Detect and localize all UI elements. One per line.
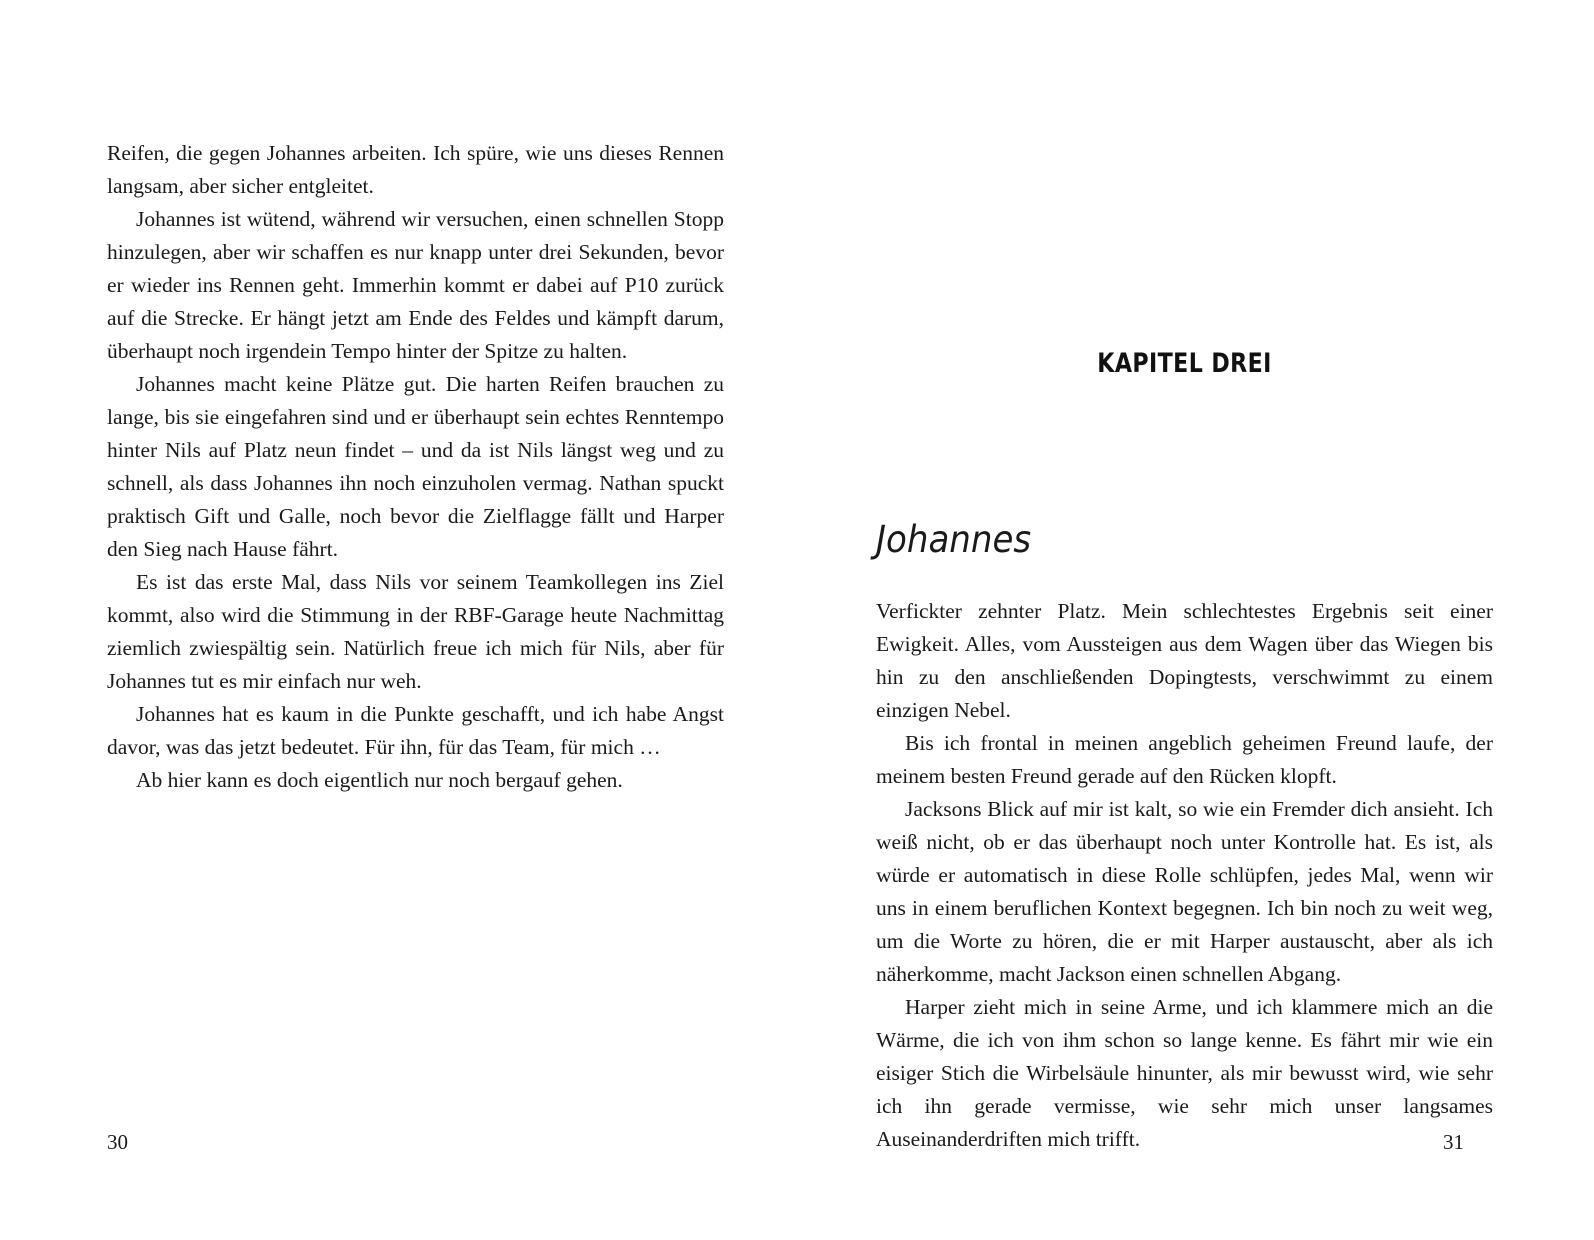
paragraph: Jacksons Blick auf mir ist kalt, so wie ein Fremder dich ansieht. Ich weiß nicht, ob er das überhaupt noch unter Kontrolle hat. Es ist, als würde er automatisch in diese Rolle schlüpfen, jedes Mal, wenn wir uns in einem beruflichen Kontext begegnen. Ich bin noch zu weit weg, um die Worte zu hören, die er mit Harper austauscht, aber als ich näherkomme, macht Jackson einen schnellen Abgang. <box>876 797 1493 986</box>
paragraph: Verfickter zehnter Platz. Mein schlechtestes Ergebnis seit einer Ewigkeit. Alles, vom Aussteigen aus dem Wagen über das Wiegen bis hin zu den anschließenden Dopingtests, verschwimmt zu einem einzigen Nebel. <box>876 599 1493 722</box>
page-number-right: 31 <box>1443 1130 1464 1154</box>
right-page-text <box>876 595 1493 1156</box>
paragraph: Es ist das erste Mal, dass Nils vor seinem Teamkollegen ins Ziel kommt, also wird die Stimmung in der RBF-Garage heute Nachmittag ziemlich zwiespältig sein. Natürlich freue ich mich für Nils, aber für Johannes tut es mir einfach nur weh. <box>107 570 724 693</box>
right-page <box>797 0 1594 1240</box>
paragraph: Johannes macht keine Plätze gut. Die harten Reifen brauchen zu lange, bis sie eingefahren sind und er überhaupt sein echtes Renntempo hinter Nils auf Platz neun findet – und da ist Nils längst weg und zu schnell, als dass Johannes ihn noch einzuholen vermag. Nathan spuckt praktisch Gift und Galle, noch bevor die Zielflagge fällt und Harper den Sieg nach Hause fährt. <box>107 372 724 561</box>
paragraph: Johannes ist wütend, während wir versuchen, einen schnellen Stopp hinzulegen, aber wir schaffen es nur knapp unter drei Sekunden, bevor er wieder ins Rennen geht. Immerhin kommt er dabei auf P10 zurück auf die Strecke. Er hängt jetzt am Ende des Feldes und kämpft darum, überhaupt noch irgendein Tempo hinter der Spitze zu halten. <box>107 207 724 363</box>
paragraph: Johannes hat es kaum in die Punkte geschafft, und ich habe Angst davor, was das jetzt bedeutet. Für ihn, für das Team, für mich … <box>107 702 724 759</box>
paragraph: Bis ich frontal in meinen angeblich geheimen Freund laufe, der meinem besten Freund gerade auf den Rücken klopft. <box>876 731 1493 788</box>
pov-character-name: Johannes <box>876 518 1032 561</box>
left-page-text <box>107 137 724 797</box>
paragraph: Harper zieht mich in seine Arme, und ich klammere mich an die Wärme, die ich von ihm schon so lange kenne. Es fährt mir wie ein eisiger Stich die Wirbelsäule hinunter, als mir bewusst wird, wie sehr ich ihn gerade vermisse, wie sehr mich unser langsames Auseinanderdriften mich trifft. <box>876 995 1493 1151</box>
paragraph: Reifen, die gegen Johannes arbeiten. Ich spüre, wie uns dieses Rennen langsam, aber sicher entgleitet. <box>107 141 724 198</box>
paragraph: Ab hier kann es doch eigentlich nur noch bergauf gehen. <box>136 768 623 792</box>
page-number-left: 30 <box>107 1130 128 1154</box>
chapter-heading: KAPITEL DREI <box>1097 348 1272 379</box>
